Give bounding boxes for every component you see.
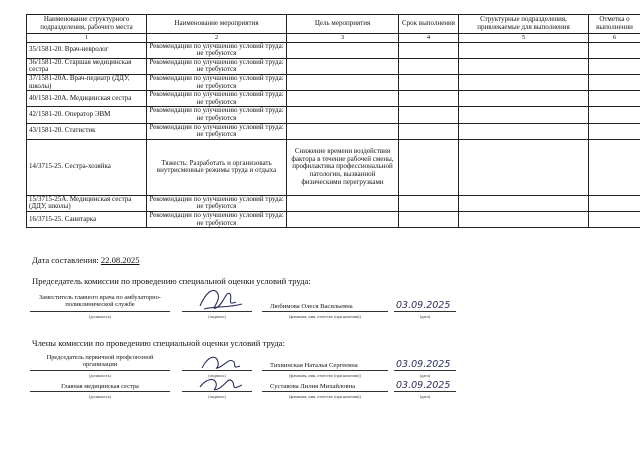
- cell-goal: [287, 211, 399, 227]
- cell-place: 42/1581-20. Оператор ЭВМ: [27, 107, 147, 123]
- cell-departments: [459, 195, 589, 211]
- cell-measure: Рекомендации по улучшению условий труда: не требуются: [147, 58, 287, 74]
- chair-date: 03.09.2025: [396, 300, 451, 311]
- table-row: [27, 74, 640, 90]
- cell-goal: Снижение времени воздействия фактора в течение рабочей смены, профилактика профессиональной патологии, вызванной физическими перегрузками: [287, 139, 399, 195]
- cell-goal: [287, 123, 399, 139]
- cell-measure: Рекомендации по улучшению условий труда: не требуются: [147, 42, 287, 58]
- chair-position-line: [30, 311, 170, 312]
- caption-position: (должность): [89, 394, 111, 399]
- caption-signature: (подпись): [208, 394, 226, 399]
- member-name: Тихвинская Наталья Сергеевна: [270, 362, 358, 369]
- cell-goal: [287, 42, 399, 58]
- col-number: 6: [589, 34, 640, 43]
- caption-signature: (подпись): [208, 373, 226, 378]
- cell-measure: Рекомендации по улучшению условий труда: не требуются: [147, 123, 287, 139]
- member-date: 03.09.2025: [396, 380, 451, 391]
- caption-fio: (фамилия, имя, отчество (при наличии)): [289, 394, 361, 399]
- col-number: 3: [287, 34, 399, 43]
- cell-mark: [589, 74, 640, 90]
- cell-place: 40/1581-20А. Медицинская сестра: [27, 91, 147, 107]
- chair-signature-line: [182, 311, 252, 312]
- cell-measure: Рекомендации по улучшению условий труда: не требуются: [147, 74, 287, 90]
- cell-place: 14/3715-25. Сестра-хозяйка: [27, 139, 147, 195]
- member-position: Председатель первичной профсоюзной организации: [46, 354, 154, 369]
- cell-departments: [459, 139, 589, 195]
- members-title: Члены комиссии по проведению специальной оценки условий труда:: [32, 338, 285, 348]
- cell-measure: Рекомендации по улучшению условий труда: не требуются: [147, 211, 287, 227]
- cell-place: 35/1581-20. Врач-невролог: [27, 42, 147, 58]
- cell-departments: [459, 58, 589, 74]
- cell-measure: Рекомендации по улучшению условий труда: не требуются: [147, 195, 287, 211]
- chair-title: Председатель комиссии по проведению специальной оценки условий труда:: [32, 276, 311, 286]
- header-departments: Структурные подразделения, привлекаемые для выполнения: [459, 15, 589, 34]
- cell-departments: [459, 74, 589, 90]
- date-value: 22.08.2025: [100, 255, 140, 265]
- cell-place: 43/1581-20. Статистик: [27, 123, 147, 139]
- date-label: Дата составления:: [32, 255, 99, 265]
- cell-place: 15/3715-25А. Медицинская сестра (ДДУ, школы): [27, 195, 147, 211]
- cell-departments: [459, 107, 589, 123]
- header-place: Наименование структурного подразделения, рабочего места: [27, 15, 147, 34]
- caption-position: (должность): [89, 314, 111, 319]
- header-measure: Наименование мероприятия: [147, 15, 287, 34]
- table-header-row: [27, 15, 640, 34]
- cell-deadline: [399, 42, 459, 58]
- table-row: [27, 195, 640, 211]
- member-name-line: [262, 391, 388, 392]
- table-row: [27, 139, 640, 195]
- cell-deadline: [399, 74, 459, 90]
- cell-goal: [287, 91, 399, 107]
- cell-departments: [459, 91, 589, 107]
- chair-date-line: [394, 311, 456, 312]
- chair-name-line: [262, 311, 388, 312]
- member-date: 03.09.2025: [396, 359, 451, 370]
- table-row: [27, 211, 640, 227]
- cell-measure: Рекомендации по улучшению условий труда: не требуются: [147, 107, 287, 123]
- cell-mark: [589, 58, 640, 74]
- cell-deadline: [399, 91, 459, 107]
- cell-deadline: [399, 58, 459, 74]
- member-position-line: [30, 370, 170, 371]
- measures-table: [26, 14, 640, 228]
- caption-date: (дата): [419, 394, 431, 399]
- member-name-line: [262, 370, 388, 371]
- caption-fio: (фамилия, имя, отчество (при наличии)): [289, 314, 361, 319]
- cell-departments: [459, 123, 589, 139]
- header-goal: Цель мероприятия: [287, 15, 399, 34]
- cell-place: 37/1581-20А. Врач-педиатр (ДДУ, школы): [27, 74, 147, 90]
- cell-deadline: [399, 195, 459, 211]
- cell-deadline: [399, 107, 459, 123]
- table-row: [27, 107, 640, 123]
- header-deadline: Срок выполнения: [399, 15, 459, 34]
- col-number: 2: [147, 34, 287, 43]
- caption-date: (дата): [419, 314, 431, 319]
- caption-signature: (подпись): [208, 314, 226, 319]
- cell-deadline: [399, 211, 459, 227]
- cell-measure: Тяжесть: Разработать и организовать внутрисменные режимы труда и отдыха: [147, 139, 287, 195]
- cell-mark: [589, 123, 640, 139]
- cell-mark: [589, 139, 640, 195]
- cell-departments: [459, 42, 589, 58]
- member-name: Суставова Лилия Михайловна: [270, 383, 356, 390]
- member-date-line: [394, 391, 456, 392]
- chair-position: Заместитель главного врача по амбулаторно-поликлинической службе: [39, 294, 161, 309]
- member-signature-line: [182, 370, 252, 371]
- col-number: 5: [459, 34, 589, 43]
- member-signature-line: [182, 391, 252, 392]
- col-number: 4: [399, 34, 459, 43]
- cell-deadline: [399, 123, 459, 139]
- member-position: Главная медицинская сестра: [61, 383, 139, 390]
- compilation-date: [32, 255, 140, 265]
- cell-goal: [287, 74, 399, 90]
- cell-mark: [589, 195, 640, 211]
- chair-signature: [196, 284, 244, 314]
- col-number: 1: [27, 34, 147, 43]
- caption-fio: (фамилия, имя, отчество (при наличии)): [289, 373, 361, 378]
- chair-name: Любимова Олеся Васильевна: [270, 303, 353, 310]
- cell-deadline: [399, 139, 459, 195]
- caption-date: (дата): [419, 373, 431, 378]
- cell-departments: [459, 211, 589, 227]
- cell-mark: [589, 211, 640, 227]
- caption-position: (должность): [89, 373, 111, 378]
- cell-mark: [589, 91, 640, 107]
- member-position-line: [30, 391, 170, 392]
- member-date-line: [394, 370, 456, 371]
- table-row: [27, 58, 640, 74]
- cell-mark: [589, 107, 640, 123]
- cell-place: 16/3715-25. Санитарка: [27, 211, 147, 227]
- cell-place: 36/1581-20. Старшая медицинская сестра: [27, 58, 147, 74]
- cell-goal: [287, 58, 399, 74]
- cell-mark: [589, 42, 640, 58]
- cell-goal: [287, 195, 399, 211]
- table-row: [27, 123, 640, 139]
- table-row: [27, 91, 640, 107]
- header-mark: Отметка о выполнении: [589, 15, 640, 34]
- cell-goal: [287, 107, 399, 123]
- cell-measure: Рекомендации по улучшению условий труда: не требуются: [147, 91, 287, 107]
- table-row: [27, 42, 640, 58]
- column-numbers-row: [27, 34, 640, 43]
